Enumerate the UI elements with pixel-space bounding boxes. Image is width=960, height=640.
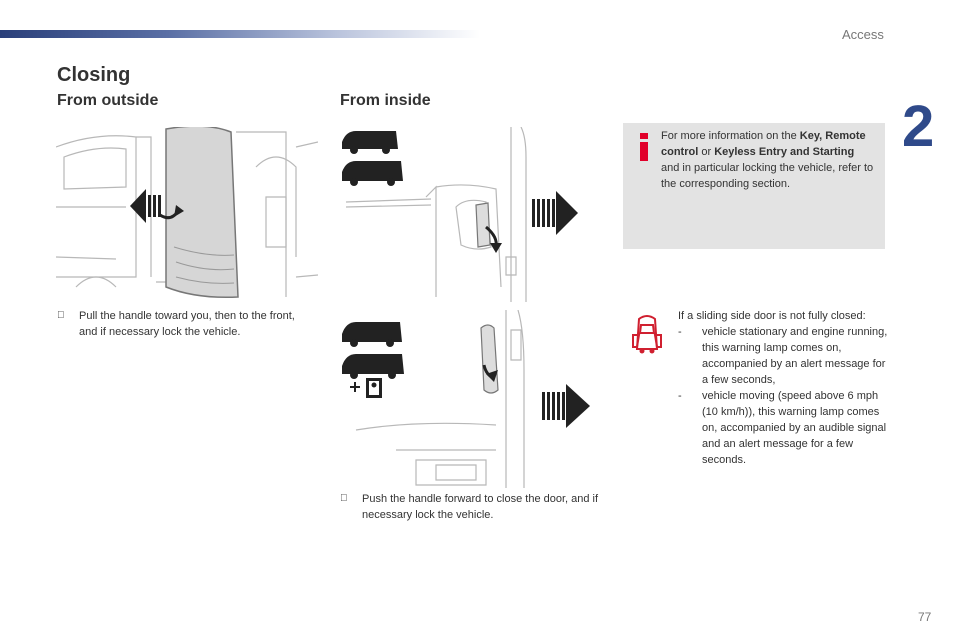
inside-instruction-text: Push the handle forward to close the door, and if necessary lock the vehicle. [362,493,599,521]
warning-item [678,324,888,388]
info-text [661,128,875,192]
warning-item-text: vehicle moving (speed above 6 mph (10 km/h)), this warning lamp comes on, accompanied by an audible signal and an alert message for a few seconds. [702,390,887,466]
info-link-key-remote: Key, Remote control [661,130,866,158]
inside-instruction [340,491,602,523]
chapter-number: 2 [902,94,935,159]
info-box [623,123,885,249]
dash-marker: - [678,326,682,338]
outside-instruction-text: Pull the handle toward you, then to the front, and if necessary lock the vehicle. [79,310,295,338]
outside-instruction [57,308,307,340]
warning-text [678,308,888,468]
bullet-marker [340,491,348,507]
heading-from-inside: From inside [340,92,431,109]
inside-door-illustration-bottom [336,310,601,488]
dash-marker: - [678,390,682,402]
info-link-keyless-entry: Keyless Entry and Starting [714,146,855,158]
section-title: Access [842,27,884,42]
info-icon [637,133,651,161]
warning-list [678,324,888,468]
page-number: 77 [918,610,932,624]
inside-door-illustration-top [336,127,586,302]
header-gradient-bar [0,30,480,38]
info-text-part: and in particular locking the vehicle, refer to the corresponding section. [661,162,874,190]
outside-door-illustration [56,127,318,302]
warning-item [678,388,888,468]
door-open-warning-icon [631,313,663,355]
bullet-marker [57,308,65,324]
heading-from-outside: From outside [57,92,159,109]
info-text-part: For more information on the [661,130,800,142]
warning-intro: If a sliding side door is not fully closed: [678,310,866,322]
warning-item-text: vehicle stationary and engine running, this warning lamp comes on, accompanied by an alert message for a few seconds, [702,326,888,386]
info-text-part: or [698,146,715,158]
page-title: Closing [57,64,131,86]
